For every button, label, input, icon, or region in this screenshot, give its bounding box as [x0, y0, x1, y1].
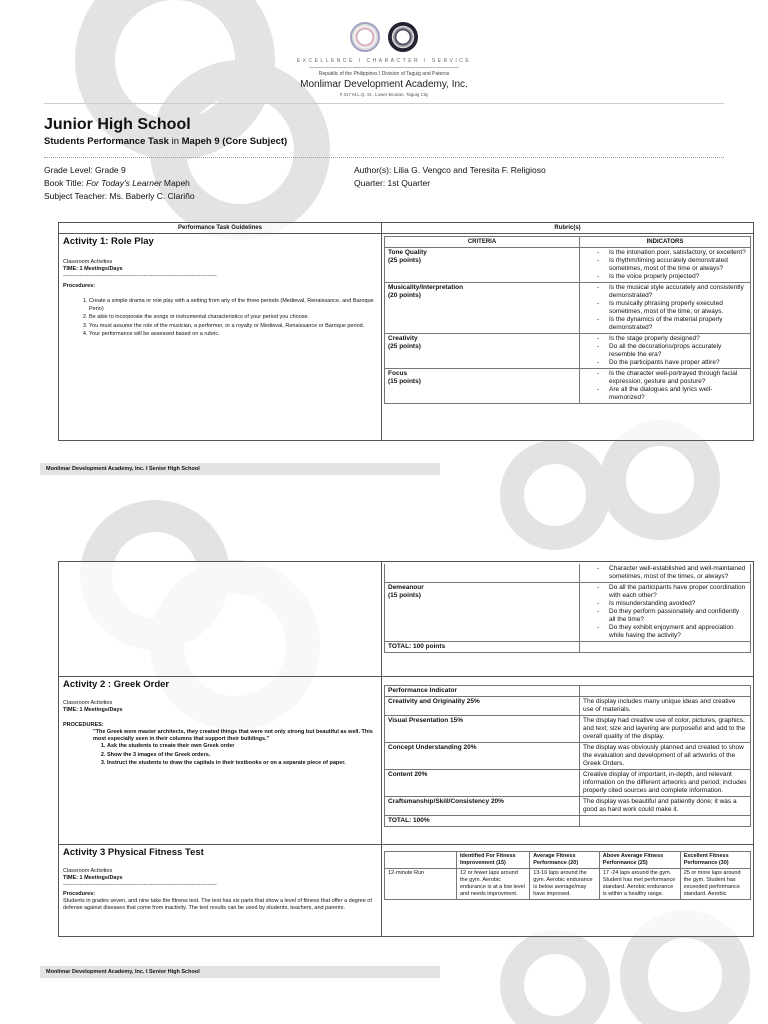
- divider: [309, 67, 459, 68]
- activity1-guidelines: [59, 234, 382, 441]
- indicator-header: Performance Indicator: [385, 686, 580, 697]
- table-row: 12-minute Run 12 or fewer laps around the gym. Aerobic endurance is at a low level and needs improvment. 13-16 laps around the gym. Aerobic endurance is below average/may have improved. 17 -24 laps around the gym. Student has met performance standard. Aerobic endurance is within a healthy range. 25 or more laps around the gym. Student has exceeded performance standard. Aerobic: [385, 869, 751, 900]
- school-address: # 317 M.L.Q. St., Lower Bicutan, Taguig City: [339, 92, 429, 97]
- procedures-label: Procedures:: [63, 891, 96, 897]
- table-row: - Character well-established and well-maintained sometimes, most of the times, or always?: [385, 564, 751, 583]
- table-row: Demeanour (15 points) - Do all the participants have proper coordination with each other? - Is misunderstanding avoided? - Do they perform passionately and confidently all the time? - Do they exhibit enjoyment and appreciation while having the activity?: [385, 583, 751, 642]
- table-row: Tone Quality (25 points) - Is the intonation poor, satisfactory, or excellent? - Is rhythm/timing accurately demonstrated sometimes, most of the time or always? - Is the voice properly projected?: [385, 248, 751, 283]
- time-label: TIME: 1 Meetings/Days: [63, 875, 123, 881]
- activity1-continued-rubric: [382, 562, 754, 677]
- divider: [44, 103, 724, 104]
- subject-teacher: Subject Teacher: Ms. Baberly C. Clariño: [44, 191, 195, 201]
- page-title: Junior High School: [44, 116, 191, 133]
- procedures-list: [59, 743, 381, 768]
- table-row: Content 20% Creative display of important, in-depth, and relevant information on the different artworks and period; includes properly cited sources and complete information.: [385, 770, 751, 797]
- activity2-rubric: [382, 677, 754, 845]
- classroom-label: Classroom Activities: [63, 700, 113, 706]
- activity3-rubric: [382, 845, 754, 937]
- rubric-table: [384, 236, 751, 404]
- grade-level: Grade Level: Grade 9: [44, 165, 126, 175]
- watermark-ring: [500, 930, 610, 1024]
- list-item: 3. You must assume the role of the musician, a performer, or a royalty or Medieval, Renaissance or Baroque period.: [89, 323, 375, 331]
- activity1-rubric: [382, 234, 754, 441]
- list-item: 3. Instruct the students to draw the capitals in their textbooks or on a separate piece of paper.: [107, 760, 375, 768]
- motto: EXCELLENCE I CHARACTER I SERVICE: [296, 58, 472, 64]
- guidelines-header: Performance Task Guidelines: [59, 223, 382, 234]
- criteria-header: CRITERIA: [385, 237, 580, 248]
- activity2-title: Activity 2 : Greek Order: [63, 679, 170, 690]
- list-item: 1. Ask the students to create their own Greek order: [107, 743, 375, 751]
- table-header-row: Identified For Fitness Improvement (15) Average Fitness Performance (20) Above Average Fitness Performance (25) Excellent Fitness Performance (30): [385, 852, 751, 869]
- division-seal-icon: [388, 22, 418, 52]
- list-item: 2. Be able to incorporate the songs or instrumental characteristics of your period you choose.: [89, 314, 375, 322]
- procedures-list: [59, 298, 381, 339]
- table-row: Musicality/Interpretation (20 points) - Is the musical style accurately and consistently demonstrated? - Is musically phrasing properly executed sometimes, most of the time, or always. - Is the dynamics of the material properly demonstrated?: [385, 283, 751, 334]
- quarter: Quarter: 1st Quarter: [354, 178, 431, 188]
- table-row: Creativity and Originality 25% The display includes many unique ideas and creative use of materials.: [385, 697, 751, 716]
- table-row: Craftsmanship/Skill/Consistency 20% The display was beautiful and patiently done; it was a good as hard work could make it.: [385, 797, 751, 816]
- table-row: Focus (15 points) - Is the character well-portrayed through facial expression, gesture and posture? - Are all the dialogues and lyrics well-memorized?: [385, 369, 751, 404]
- classroom-label: Classroom Activities: [63, 259, 113, 265]
- authors: Author(s): Lilia G. Vengco and Teresita F. Religioso: [354, 165, 546, 175]
- activity1-continued-guidelines: [59, 562, 382, 677]
- classroom-label: Classroom Activities: [63, 868, 113, 874]
- time-label: TIME: 1 Meetings/Days: [63, 707, 123, 713]
- table-row: Visual Presentation 15% The display had creative use of color, pictures, graphics, and text; size and layering are purposeful and add to the overall quality of the display.: [385, 716, 751, 743]
- page-subtitle: Students Performance Task in Mapeh 9 (Core Subject): [44, 136, 288, 147]
- school-seal-icon: [350, 22, 380, 52]
- activity3-guidelines: [59, 845, 382, 937]
- dash-line: ------------------------------------------------------------------------------------: [63, 882, 217, 888]
- republic-line: Republic of the Philippines I Division of Taguig and Pateros: [318, 71, 450, 77]
- divider: [44, 157, 724, 158]
- procedures-label: Procedures:: [63, 283, 96, 289]
- subject-info: [44, 164, 724, 203]
- procedures-text: Students in grades seven, and nine take the fitness test. The test has six parts that show a level of fitness that offer a degree of defense against diseases that come from inactivity. The test results can be used by students, teachers, and parents.: [63, 898, 372, 911]
- watermark-ring: [500, 440, 610, 550]
- activity3-title: Activity 3 Physical Fitness Test: [63, 847, 204, 858]
- table-row: Concept Understanding 20% The display was obviously planned and created to show the evaluation and development of all artworks of the Greek Orders.: [385, 743, 751, 770]
- list-item: 2. Show the 3 images of the Greek orders.: [107, 752, 375, 760]
- total-row: TOTAL: 100 points: [385, 642, 751, 653]
- list-item: 1. Create a simple drama or role play with a setting from any of the three periods (Medieval, Renaissance, and Baroque Perio): [89, 298, 375, 313]
- indicator-table: [384, 685, 751, 827]
- indicators-header: INDICATORS: [580, 237, 751, 248]
- table-row: Creativity (25 points) - Is the stage properly designed? - Do all the decorations/props accurately resemble the era? - Do the participants have proper attire?: [385, 334, 751, 369]
- procedures-label: PROCEDURES:: [63, 722, 104, 728]
- list-item: 4. Your performance will be assessed based on a rubric.: [89, 331, 375, 339]
- time-label: TIME: 1 Meetings/Days: [63, 266, 123, 272]
- letterhead: [0, 0, 768, 97]
- rubric-table-continued: [384, 564, 751, 653]
- task-table-2: [58, 561, 754, 937]
- total-row: TOTAL: 100%: [385, 816, 751, 827]
- activity1-title: Activity 1: Role Play: [63, 236, 154, 247]
- task-table-1: [58, 222, 754, 441]
- book-title: Book Title: For Today's Learner Mapeh: [44, 178, 190, 188]
- greek-quote: "The Greek were master architects, they created things that were not only strong but beautiful as well. This most especially seen in their columns that support their buildings.": [93, 729, 373, 742]
- rubric-header: Rubric(s): [382, 223, 754, 234]
- dash-line: ------------------------------------------------------------------------------------: [63, 273, 217, 279]
- school-name: Monlimar Development Academy, Inc.: [300, 79, 468, 90]
- page-footer: Monlimar Development Academy, Inc. I Senior High School: [40, 463, 440, 475]
- page-footer: Monlimar Development Academy, Inc. I Senior High School: [40, 966, 440, 978]
- fitness-table: [384, 851, 751, 900]
- activity2-guidelines: [59, 677, 382, 845]
- document-page: [0, 0, 768, 203]
